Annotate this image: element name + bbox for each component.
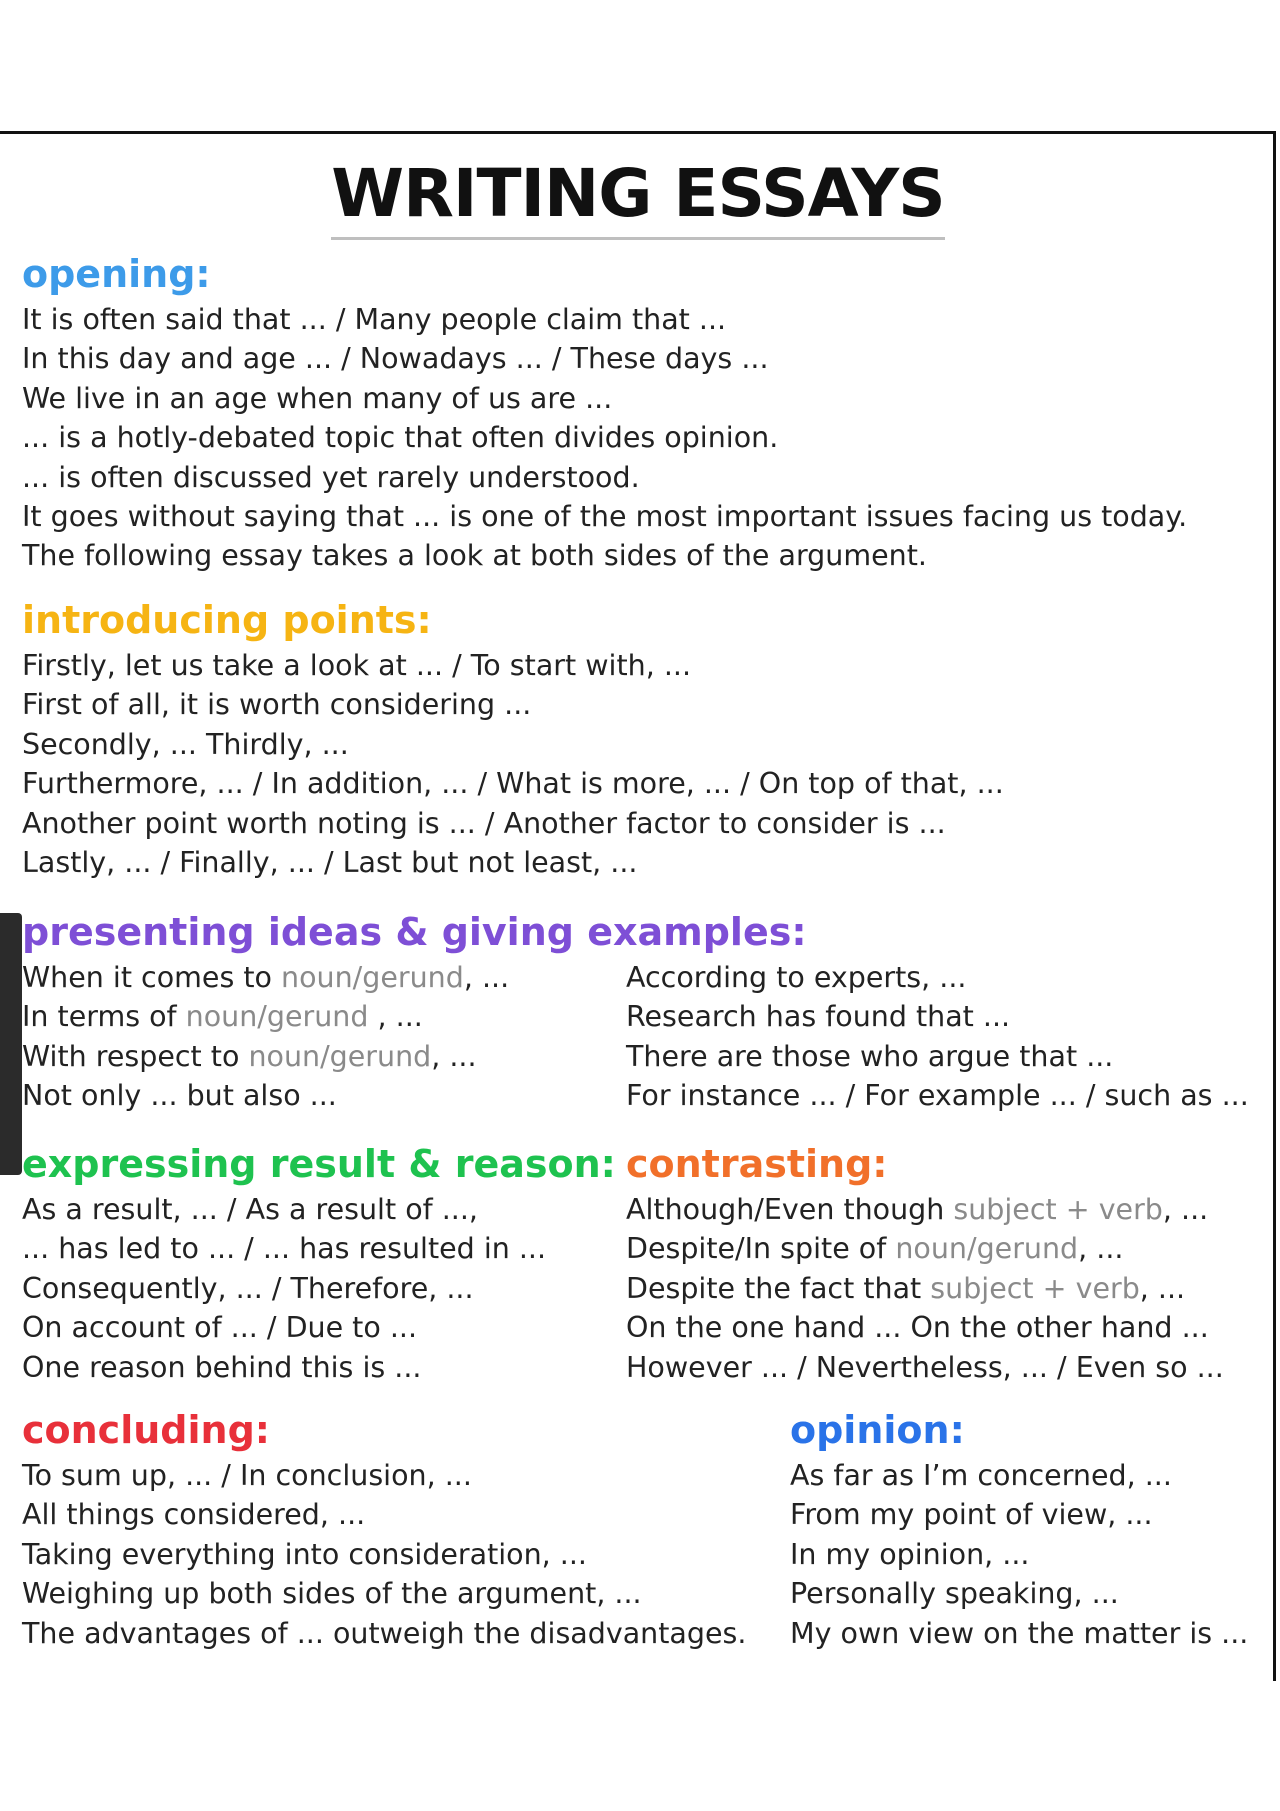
introducing-line: Furthermore, ... / In addition, ... / What is more, ... / On top of that, ... [22,767,1004,801]
concluding-line: The advantages of ... outweigh the disadvantages. [22,1616,747,1650]
introducing-line: Firstly, let us take a look at ... / To start with, ... [22,649,691,682]
contrasting-line: Despite/In spite of noun/gerund, ... [626,1232,1124,1266]
result-line: On account of ... / Due to ... [22,1311,418,1345]
opinion-line: As far as I’m concerned, ... [790,1459,1172,1492]
opening-line: It is often said that ... / Many people claim that ... [22,303,727,336]
introducing-line: Secondly, ... Thirdly, ... [22,727,349,761]
result-line: Consequently, ... / Therefore, ... [22,1271,474,1305]
presenting-line: There are those who argue that ... [626,1039,1114,1073]
contrasting-line: On the one hand ... On the other hand ... [626,1311,1209,1345]
opening-line: In this day and age ... / Nowadays ... / These days ... [22,342,769,376]
opening-line: ... is often discussed yet rarely understood. [22,460,640,494]
presenting-right-column [626,958,1249,1116]
concluding-line: Taking everything into consideration, ... [22,1537,587,1571]
concluding-line: To sum up, ... / In conclusion, ... [22,1459,472,1492]
opening-line: The following essay takes a look at both sides of the argument. [22,539,927,573]
presenting-line: According to experts, ... [626,961,967,994]
heading-presenting-ideas: presenting ideas & giving examples: [22,910,807,954]
presenting-line: Research has found that ... [626,1000,1011,1034]
heading-contrasting: contrasting: [626,1142,888,1186]
section-opinion [790,1406,1248,1653]
section-concluding [22,1406,746,1653]
opinion-line: My own view on the matter is ... [790,1616,1249,1650]
contrasting-line: However ... / Nevertheless, ... / Even so ... [626,1350,1224,1384]
introducing-line: Another point worth noting is ... / Another factor to consider is ... [22,806,946,840]
concluding-line: Weighing up both sides of the argument, ... [22,1577,642,1611]
heading-result-reason: expressing result & reason: [22,1142,616,1186]
section-introducing-points [22,596,1004,882]
edge-tab [0,913,22,1175]
presenting-line: In terms of noun/gerund , ... [22,1000,423,1034]
opinion-line: In my opinion, ... [790,1537,1030,1571]
heading-opinion: opinion: [790,1408,965,1452]
presenting-line: Not only ... but also ... [22,1079,337,1113]
concluding-line: All things considered, ... [22,1498,366,1532]
result-line: One reason behind this is ... [22,1350,422,1384]
presenting-line: For instance ... / For example ... / such as ... [626,1079,1249,1113]
section-presenting-ideas [22,908,807,958]
opinion-line: From my point of view, ... [790,1498,1153,1532]
result-line: ... has led to ... / ... has resulted in ... [22,1232,547,1266]
section-opening [22,250,1187,576]
presenting-left-column [22,958,509,1116]
opening-line: ... is a hotly-debated topic that often divides opinion. [22,421,779,455]
title-block [0,155,1276,240]
section-result-reason [22,1140,616,1387]
page-title: WRITING ESSAYS [331,158,944,240]
section-contrasting [626,1140,1224,1387]
presenting-line: With respect to noun/gerund, ... [22,1039,477,1073]
opening-line: It goes without saying that ... is one of the most important issues facing us today. [22,500,1188,534]
result-line: As a result, ... / As a result of ..., [22,1193,478,1226]
contrasting-line: Although/Even though subject + verb, ... [626,1193,1209,1226]
contrasting-line: Despite the fact that subject + verb, ... [626,1271,1186,1305]
presenting-line: When it comes to noun/gerund, ... [22,961,510,994]
heading-introducing-points: introducing points: [22,598,432,642]
opinion-line: Personally speaking, ... [790,1577,1119,1611]
introducing-line: Lastly, ... / Finally, ... / Last but not least, ... [22,846,638,880]
heading-concluding: concluding: [22,1408,270,1452]
opening-line: We live in an age when many of us are ... [22,381,613,415]
heading-opening: opening: [22,252,211,296]
introducing-line: First of all, it is worth considering ... [22,688,532,722]
